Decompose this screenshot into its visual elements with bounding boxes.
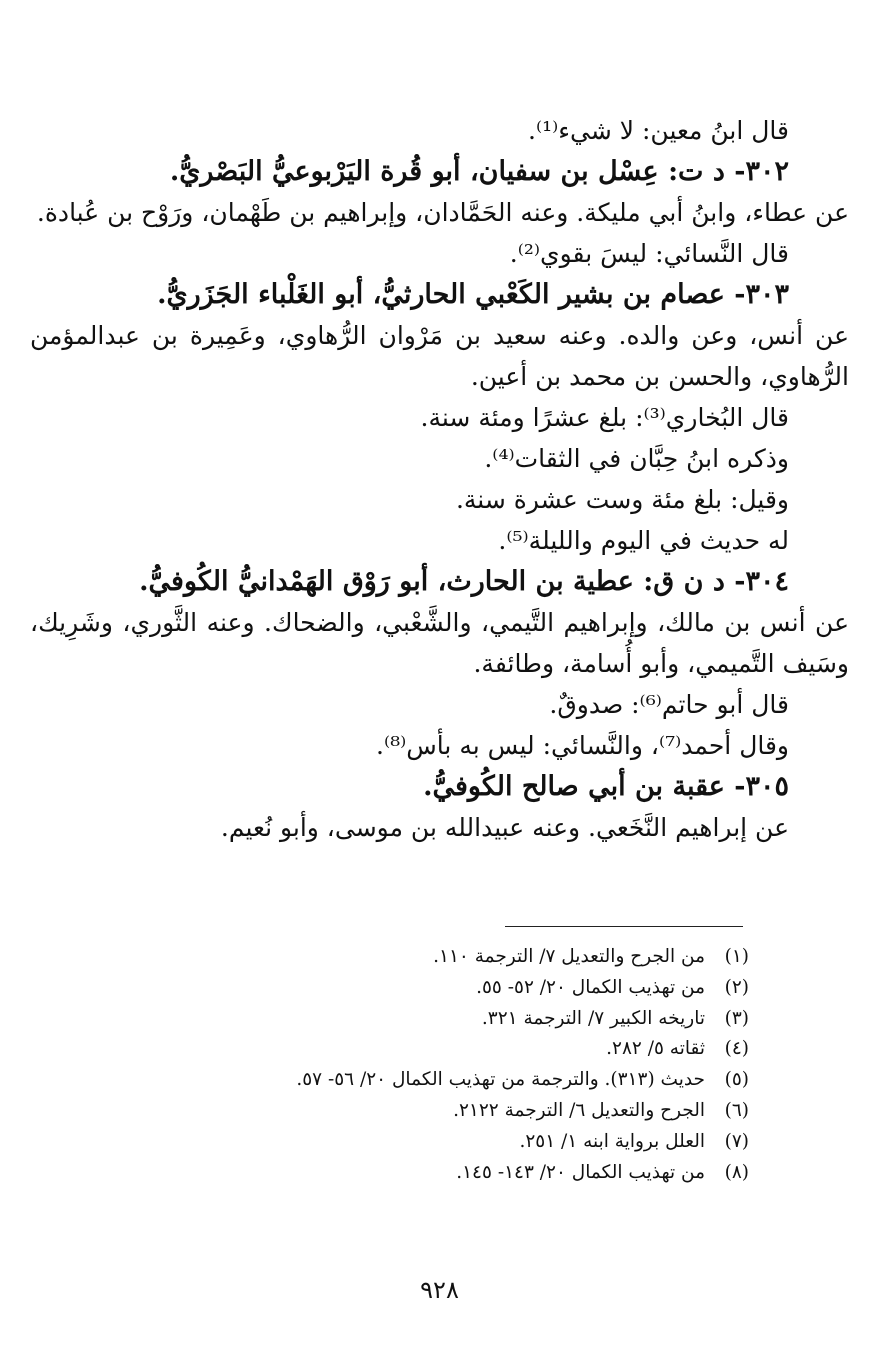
- footnotes: [130, 942, 749, 1188]
- footnote-number: (٤): [724, 1038, 749, 1060]
- main-text: [30, 110, 849, 848]
- footnote: [130, 1096, 749, 1127]
- text-paragraph: عن أنس بن مالك، وإبراهيم التَّيمي، والشَّعْبي، والضحاك. وعنه الثَّوري، وشَرِيك، وسَيف التَّميمي، وأبو أُسامة، وطائفة.: [30, 608, 849, 678]
- footnote-number: (١): [724, 946, 749, 967]
- footnote-text: من تهذيب الكمال ٢٠/ ٥٢- ٥٥.: [476, 976, 705, 998]
- footnote: [130, 1127, 749, 1158]
- footnote-divider: [505, 926, 743, 927]
- footnote-text: ثقاته ٥/ ٢٨٢.: [606, 1038, 705, 1060]
- page-number: ٩٢٨: [420, 1276, 459, 1304]
- footnote-text: الجرح والتعديل ٦/ الترجمة ٢١٢٢.: [453, 1099, 705, 1121]
- entry-heading-303: ٣٠٣- عصام بن بشير الكَعْبي الحارثيُّ، أبو الغَلْباء الجَزَريُّ.: [157, 279, 789, 310]
- entry-heading-305: ٣٠٥- عقبة بن أبي صالح الكُوفيُّ.: [423, 771, 789, 802]
- footnote-number: (٥): [724, 1069, 749, 1091]
- footnote: [130, 1065, 749, 1096]
- text-line: عن إبراهيم النَّخَعي. وعنه عبيدالله بن موسى، وأبو نُعيم.: [220, 813, 789, 842]
- text-line: قال النَّسائي: ليسَ بقوي⁽²⁾.: [509, 239, 789, 268]
- text-line: وذكره ابنُ حِبَّان في الثقات⁽⁴⁾.: [484, 444, 789, 473]
- footnote: [130, 942, 749, 973]
- footnote-text: العلل برواية ابنه ١/ ٢٥١.: [519, 1130, 705, 1152]
- footnote-text: تاريخه الكبير ٧/ الترجمة ٣٢١.: [481, 1007, 705, 1029]
- footnote-number: (٧): [724, 1130, 749, 1152]
- text-paragraph: عن أنس، وعن والده. وعنه سعيد بن مَرْوان الرُّهاوي، وعَمِيرة بن عبدالمؤمن الرُّهاوي، والحسن بن محمد بن أعين.: [30, 321, 849, 391]
- text-paragraph: عن عطاء، وابنُ أبي مليكة. وعنه الحَمَّادان، وإبراهيم بن طَهْمان، ورَوْح بن عُبادة.: [36, 198, 849, 227]
- footnote-number: (٢): [724, 976, 749, 998]
- text-line: قال ابنُ معين: لا شيء⁽¹⁾.: [528, 116, 789, 145]
- footnote: [130, 1004, 749, 1035]
- footnote-text: من الجرح والتعديل ٧/ الترجمة ١١٠.: [433, 946, 705, 967]
- text-line: وقيل: بلغ مئة وست عشرة سنة.: [455, 485, 789, 514]
- footnote: [130, 973, 749, 1004]
- footnote-text: حديث (٣١٣). والترجمة من تهذيب الكمال ٢٠/ ٥٦- ٥٧.: [296, 1069, 705, 1091]
- footnote: [130, 1034, 749, 1065]
- footnote-text: من تهذيب الكمال ٢٠/ ١٤٣- ١٤٥.: [456, 1161, 705, 1183]
- footnote-number: (٣): [724, 1007, 749, 1029]
- footnote: [130, 1158, 749, 1189]
- footnote-number: (٨): [724, 1161, 749, 1183]
- footnote-number: (٦): [724, 1099, 749, 1121]
- text-line: قال البُخاري⁽³⁾: بلغ عشرًا ومئة سنة.: [420, 403, 789, 432]
- entry-heading-302: ٣٠٢- د ت: عِسْل بن سفيان، أبو قُرة اليَرْبوعيُّ البَصْريُّ.: [169, 156, 789, 187]
- text-line: قال أبو حاتم⁽⁶⁾: صدوقٌ.: [549, 690, 789, 719]
- text-line: وقال أحمد⁽⁷⁾، والنَّسائي: ليس به بأس⁽⁸⁾.: [376, 731, 789, 760]
- entry-heading-304: ٣٠٤- د ن ق: عطية بن الحارث، أبو رَوْق الهَمْدانيُّ الكُوفيُّ.: [139, 566, 789, 597]
- text-line: له حديث في اليوم والليلة⁽⁵⁾.: [498, 526, 789, 555]
